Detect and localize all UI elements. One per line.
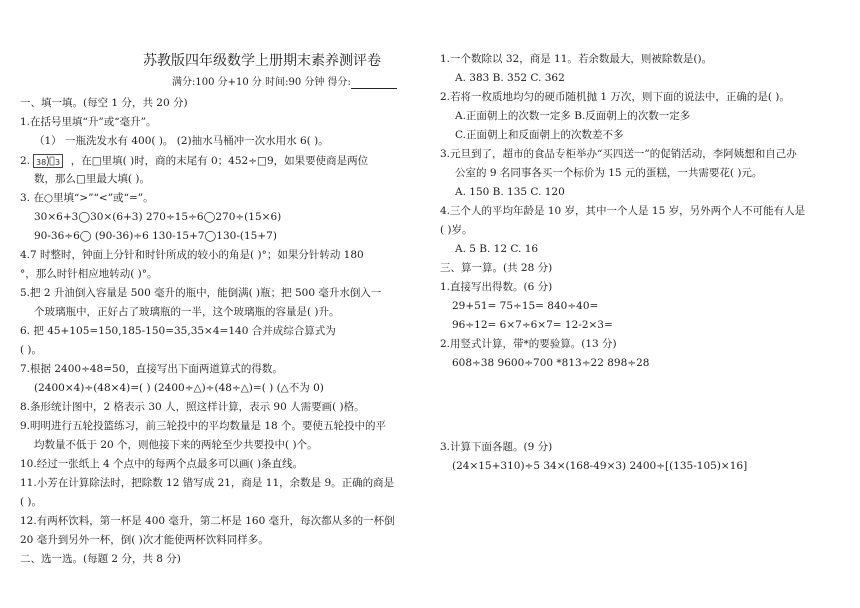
q3-row-2: 90-36÷6◯ (90-36)÷6 130-15+7◯130-(15+7) [34, 230, 277, 242]
r-q1-options: A. 383 B. 352 C. 362 [455, 72, 565, 84]
r-q1-stem: 1.一个数除以 32，商是 11。若余数最大，则被除数是()。 [440, 53, 713, 65]
q11-line-2: ( )。 [20, 496, 43, 508]
s3-q1-row-1: 29+51= 75÷15= 840÷40= [452, 300, 599, 312]
q3-stem: 3. 在○里填“>”“<”或“=”。 [20, 192, 154, 204]
s3-q1-stem: 1.直接写出得数。(6 分) [440, 281, 553, 293]
q5-line-1: 5.把 2 升油倒入容量是 500 毫升的瓶中，能倒满( )瓶；把 500 毫升水倒入一 [20, 287, 382, 299]
q4-line-2: °，那么时针相应地转动( )°。 [20, 268, 158, 280]
q10: 10.经过一张纸上 4 个点中的每两个点最多可以画( )条直线。 [20, 458, 304, 470]
svg-text:38: 38 [36, 158, 47, 167]
r-q3-line-2: 公室的 9 名同事各买一个标价为 15 元的蛋糕，一共需要花( )元。 [455, 167, 763, 179]
q1-stem: 1.在括号里填“升”或“毫升”。 [20, 116, 157, 128]
q1-items: （1） 一瓶洗发水有 400( )。 (2)抽水马桶冲一次水用水 6( )。 [34, 135, 329, 147]
section-3-heading: 三、算一算。(共 28 分) [440, 262, 553, 274]
s3-q2-items: 608÷38 9600÷700 *813÷22 898÷28 [452, 357, 650, 369]
q2-line-2: 数，那么□里最大填( )。 [34, 173, 150, 185]
q7-stem: 7.根据 2400÷48=50，直接写出下面两道算式的得数。 [20, 363, 283, 375]
page-title: 苏教版四年级数学上册期末素养测评卷 [143, 53, 381, 69]
r-q4-line-1: 4.三个人的平均年龄是 10 岁，其中一个人是 15 岁，另外两个人不可能有人是 [440, 205, 806, 217]
s3-q3-items: (24×15+310)÷5 34×(168-49×3) 2400÷[(135-105)×16] [452, 460, 748, 472]
q6-line-1: 6. 把 45+105=150,185-150=35,35×4=140 合并成综合算式为 [20, 325, 336, 337]
q3-row-1: 30×6+3◯30×(6+3) 270÷15÷6◯270÷(15×6) [34, 211, 282, 223]
q2-text: ，在□里填( )时，商的末尾有 0；452÷□9，如果要使商是两位 [70, 155, 369, 167]
q2-line-1 [20, 154, 368, 168]
q6-line-2: ( )。 [20, 344, 43, 356]
r-q2-stem: 2.若将一枚质地均匀的硬币随机抛 1 万次，则下面的说法中，正确的是( )。 [440, 91, 790, 103]
q4-line-1: 4.7 时整时，钟面上分针和时针所成的较小的角是( )°；如果分针转动 180 [20, 249, 364, 261]
division-bracket-icon [34, 155, 62, 167]
s3-q2-stem: 2.用竖式计算，带*的要验算。(13 分) [440, 338, 617, 350]
q12-line-1: 12.有两杯饮料，第一杯是 400 毫升，第二杯是 160 毫升，每次都从多的一杯倒 [20, 515, 395, 527]
q9-line-2: 均数量不低于 20 个，则他接下来的两轮至少共要投中( )个。 [34, 439, 318, 451]
r-q2-option-c: C.正面朝上和反面朝上的次数差不多 [455, 129, 624, 141]
r-q3-line-1: 3.元旦到了，超市的食品专柜举办“买四送一”的促销活动，李阿姨想和自己办 [440, 148, 797, 160]
q11-line-1: 11.小芳在计算除法时，把除数 12 错写成 21，商是 11，余数是 9。正确的商是 [20, 477, 395, 489]
section-1-heading: 一、填一填。(每空 1 分，共 20 分) [20, 97, 188, 109]
score-blank[interactable] [351, 78, 397, 89]
r-q2-options-ab: A.正面朝上的次数一定多 B.反面朝上的次数一定多 [455, 110, 691, 122]
division-figure [33, 154, 63, 168]
r-q3-options: A. 150 B. 135 C. 120 [455, 186, 565, 198]
score-line [172, 77, 397, 89]
q9-line-1: 9.明明进行五轮投篮练习，前三轮投中的平均数量是 18 个。要使五轮投中的平 [20, 420, 387, 432]
q12-line-2: 20 毫升到另外一杯，倒( )次才能使两杯饮料同样多。 [20, 534, 269, 546]
q2-number: 2. [20, 155, 31, 167]
s3-q1-row-2: 96÷12= 6×7÷6×7= 12-2×3= [452, 319, 613, 331]
r-q4-line-2: ( )岁。 [440, 224, 473, 236]
section-2-heading: 二、选一选。(每题 2 分，共 8 分) [20, 553, 181, 565]
s3-q3-stem: 3.计算下面各题。(9 分) [440, 441, 553, 453]
q8: 8.条形统计图中，2 格表示 30 人，照这样计算，表示 90 人需要画( )格。 [20, 401, 365, 413]
score-info: 满分:100 分+10 分 时间:90 分钟 得分: [172, 77, 351, 88]
q7-items: (2400×4)÷(48×4)=( ) (2400÷△)÷(48÷△)=( ) (△不为 0) [34, 382, 324, 394]
q5-line-2: 个玻璃瓶中，正好占了玻璃瓶的一半，这个玻璃瓶的容量是( )升。 [34, 306, 340, 318]
svg-text:3: 3 [55, 158, 61, 167]
r-q4-options: A. 5 B. 12 C. 16 [455, 243, 539, 255]
